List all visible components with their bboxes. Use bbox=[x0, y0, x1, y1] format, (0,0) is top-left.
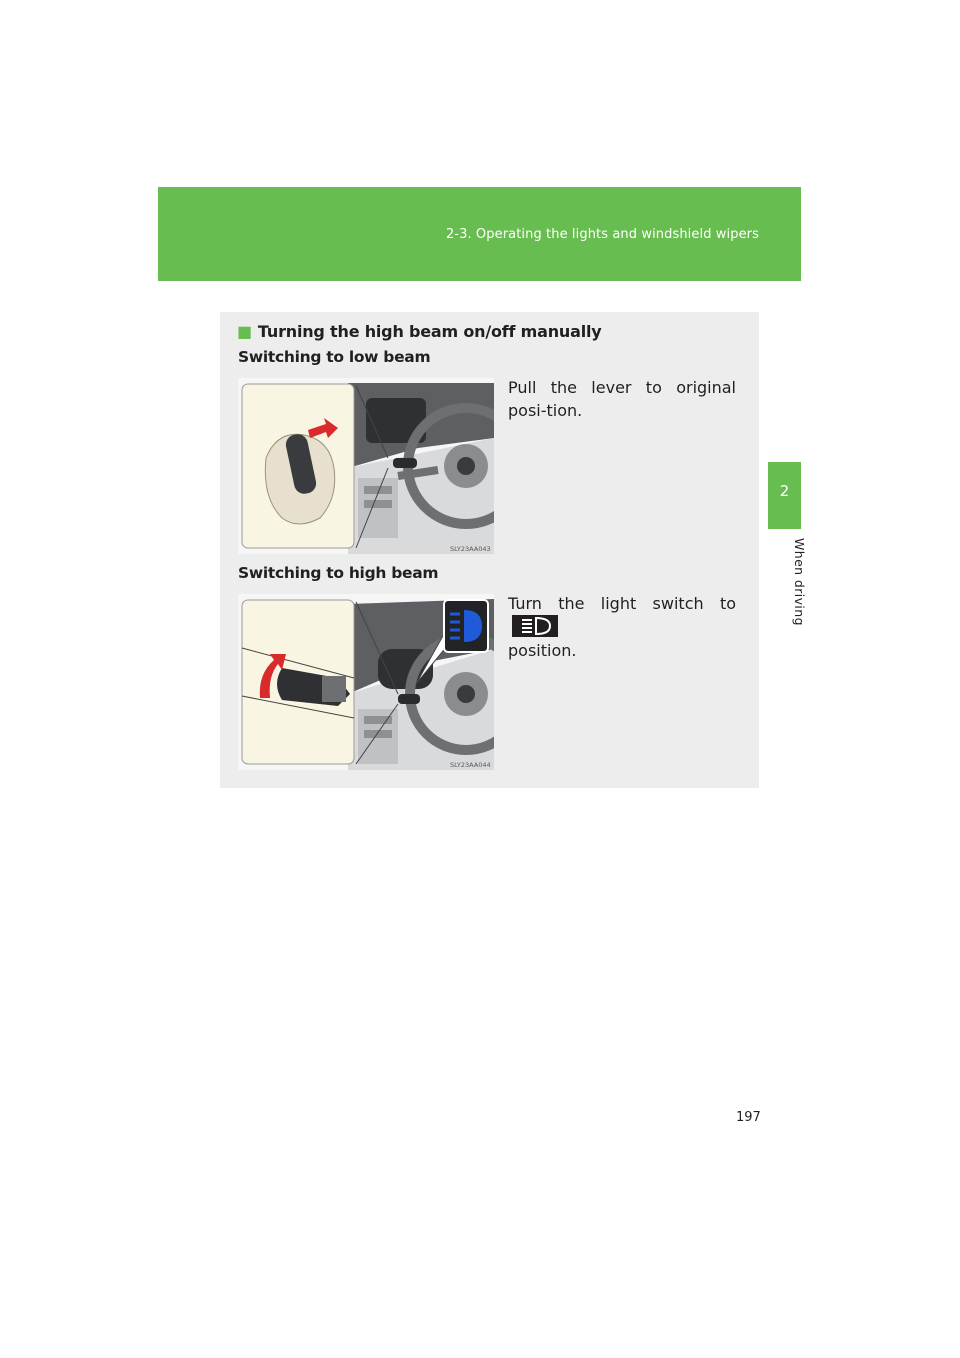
chapter-number: 2 bbox=[779, 482, 790, 500]
page-number: 197 bbox=[736, 1110, 761, 1125]
high-beam-instruction bbox=[508, 592, 736, 662]
section-title: 2-3. Operating the lights and windshield wipers bbox=[445, 227, 759, 242]
figure-code-high-beam: SLY23AA044 bbox=[450, 761, 491, 769]
high-beam-icon bbox=[512, 615, 558, 637]
subheading-low-beam: Switching to low beam bbox=[238, 348, 431, 366]
chapter-tab bbox=[768, 462, 801, 529]
section-heading bbox=[237, 322, 602, 341]
high-beam-instruction-before: Turn the light switch to bbox=[508, 594, 736, 613]
header-band bbox=[158, 187, 801, 281]
low-beam-instruction: Pull the lever to original posi-tion. bbox=[508, 378, 736, 420]
figure-high-beam bbox=[238, 594, 494, 770]
square-bullet-icon: ■ bbox=[237, 322, 252, 341]
section-heading-text: Turning the high beam on/off manually bbox=[257, 322, 602, 341]
subheading-high-beam: Switching to high beam bbox=[238, 564, 439, 582]
high-beam-illustration bbox=[238, 594, 494, 770]
low-beam-illustration bbox=[238, 378, 494, 554]
high-beam-instruction-after: position. bbox=[508, 640, 577, 660]
figure-code-low-beam: SLY23AA043 bbox=[450, 545, 491, 553]
chapter-label: When driving bbox=[792, 538, 807, 626]
figure-low-beam bbox=[238, 378, 494, 554]
